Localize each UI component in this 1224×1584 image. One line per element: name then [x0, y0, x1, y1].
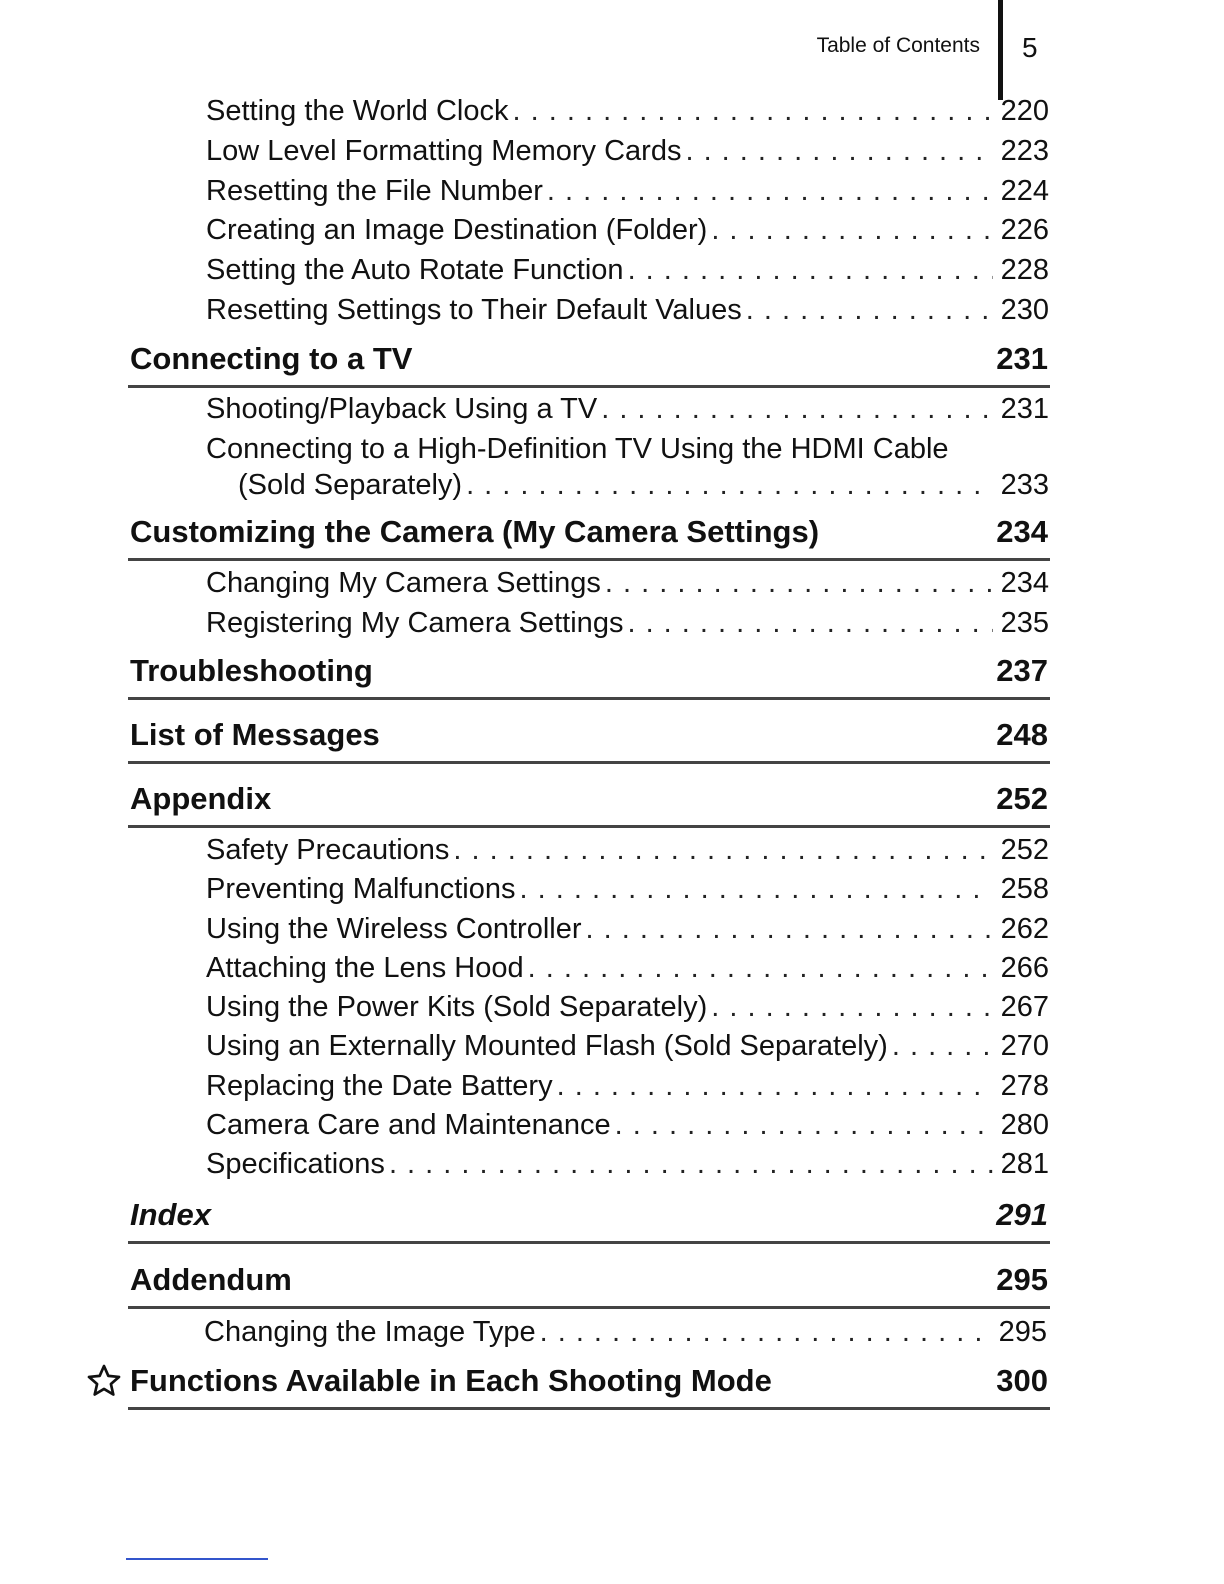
section-page: 231: [996, 341, 1048, 376]
dot-leader: [547, 172, 993, 210]
header-rule: [998, 0, 1003, 100]
toc-entry-title: Resetting Settings to Their Default Values: [206, 294, 742, 326]
toc-entry-page: 223: [1000, 135, 1049, 167]
toc-entry[interactable]: [206, 390, 1049, 428]
toc-entry[interactable]: [206, 132, 1049, 170]
toc-entry-page: 281: [1000, 1148, 1049, 1180]
toc-entry[interactable]: [206, 1106, 1049, 1144]
toc-section-heading[interactable]: [128, 1193, 1050, 1244]
toc-entry-continuation[interactable]: [238, 466, 1049, 504]
dot-leader: [557, 1067, 993, 1105]
toc-entry-page: 235: [1000, 607, 1049, 639]
toc-entry[interactable]: [206, 910, 1049, 948]
toc-entry-page: 231: [1000, 393, 1049, 425]
toc-entry-page: 224: [1000, 175, 1049, 207]
toc-entry[interactable]: [206, 1067, 1049, 1105]
toc-entry[interactable]: [204, 1313, 1047, 1351]
toc-entry-title: Camera Care and Maintenance: [206, 1109, 611, 1141]
section-title: Appendix: [130, 781, 272, 816]
section-page: 295: [996, 1262, 1048, 1297]
toc-entry-page: 280: [1000, 1109, 1049, 1141]
toc-entry-page: 230: [1000, 294, 1049, 326]
toc-section-heading[interactable]: [128, 1359, 1050, 1410]
section-title: Addendum: [130, 1262, 292, 1297]
toc-entry[interactable]: [206, 172, 1049, 210]
dot-leader: [615, 1106, 993, 1144]
toc-entry[interactable]: [206, 430, 1049, 468]
toc-entry[interactable]: [206, 988, 1049, 1026]
dot-leader: [601, 390, 993, 428]
toc-entry-title: Registering My Camera Settings: [206, 607, 624, 639]
toc-section-heading[interactable]: [128, 510, 1050, 561]
toc-entry[interactable]: [206, 92, 1049, 130]
toc-entry[interactable]: [206, 291, 1049, 329]
dot-leader: [628, 251, 993, 289]
toc-entry[interactable]: [206, 949, 1049, 987]
footer-rule: [126, 1558, 268, 1560]
section-page: 300: [996, 1363, 1048, 1398]
toc-entry-title: Preventing Malfunctions: [206, 873, 516, 905]
toc-entry-page: 233: [1000, 469, 1049, 501]
dot-leader: [892, 1027, 993, 1065]
toc-entry-page: 267: [1000, 991, 1049, 1023]
dot-leader: [605, 564, 993, 602]
dot-leader: [453, 831, 993, 869]
toc-entry-title: Shooting/Playback Using a TV: [206, 393, 598, 425]
dot-leader: [513, 92, 994, 130]
dot-leader: [685, 132, 993, 170]
page-number: 5: [1022, 32, 1038, 63]
toc-entry-title: Changing My Camera Settings: [206, 567, 601, 599]
toc-entry-page: 262: [1000, 913, 1049, 945]
section-title: Troubleshooting: [130, 653, 373, 688]
toc-entry-page: 278: [1000, 1070, 1049, 1102]
dot-leader: [389, 1145, 993, 1183]
toc-entry[interactable]: [206, 1145, 1049, 1183]
dot-leader: [627, 604, 993, 642]
dot-leader: [540, 1313, 991, 1351]
dot-leader: [746, 291, 993, 329]
toc-entry-title: Setting the World Clock: [206, 95, 509, 127]
dot-leader: [711, 988, 993, 1026]
toc-entry-title: Using the Power Kits (Sold Separately): [206, 991, 708, 1023]
toc-entry-page: 220: [1000, 95, 1049, 127]
toc-entry-title: Changing the Image Type: [204, 1316, 536, 1348]
toc-entry[interactable]: [206, 211, 1049, 249]
toc-entry[interactable]: [206, 564, 1049, 602]
toc-entry-page: 234: [1000, 567, 1049, 599]
toc-entry-title: Low Level Formatting Memory Cards: [206, 135, 682, 167]
running-header: [700, 28, 1060, 76]
toc-entry-page: 258: [1000, 873, 1049, 905]
section-page: 237: [996, 653, 1048, 688]
toc-entry-title: Setting the Auto Rotate Function: [206, 254, 624, 286]
section-title: Customizing the Camera (My Camera Settings): [130, 514, 820, 549]
section-title: Functions Available in Each Shooting Mode: [130, 1363, 772, 1398]
toc-entry-title: Creating an Image Destination (Folder): [206, 214, 708, 246]
dot-leader: [528, 949, 993, 987]
dot-leader: [520, 870, 994, 908]
dot-leader: [586, 910, 993, 948]
toc-entry-title: Safety Precautions: [206, 834, 450, 866]
dot-leader: [711, 211, 993, 249]
toc-entry-title: Using an Externally Mounted Flash (Sold Separately): [206, 1030, 888, 1062]
section-page: 234: [996, 514, 1048, 549]
toc-section-heading[interactable]: [128, 337, 1050, 388]
toc-section-heading[interactable]: [128, 649, 1050, 700]
toc-entry[interactable]: [206, 1027, 1049, 1065]
toc-entry-page: 226: [1000, 214, 1049, 246]
section-page: 291: [996, 1197, 1048, 1232]
section-title: Connecting to a TV: [130, 341, 413, 376]
toc-entry-title: Replacing the Date Battery: [206, 1070, 553, 1102]
toc-entry-page: 270: [1000, 1030, 1049, 1062]
toc-entry-title: (Sold Separately): [238, 469, 463, 501]
toc-entry-title: Connecting to a High-Definition TV Using the HDMI Cable: [206, 433, 949, 465]
toc-entry[interactable]: [206, 831, 1049, 869]
toc-entry-title: Specifications: [206, 1148, 385, 1180]
dot-leader: [466, 466, 993, 504]
toc-section-heading[interactable]: [128, 1258, 1050, 1309]
toc-entry[interactable]: [206, 251, 1049, 289]
toc-entry-title: Resetting the File Number: [206, 175, 543, 207]
section-title: List of Messages: [130, 717, 380, 752]
toc-entry[interactable]: [206, 604, 1049, 642]
toc-entry-page: 252: [1000, 834, 1049, 866]
toc-entry-page: 295: [998, 1316, 1047, 1348]
section-page: 248: [996, 717, 1048, 752]
star-outline-icon: [86, 1363, 122, 1399]
toc-entry[interactable]: [206, 870, 1049, 908]
section-page: 252: [996, 781, 1048, 816]
running-title: Table of Contents: [816, 34, 980, 57]
toc-entry-title: Using the Wireless Controller: [206, 913, 582, 945]
toc-entry-title: Attaching the Lens Hood: [206, 952, 524, 984]
toc-section-heading[interactable]: [128, 713, 1050, 764]
toc-entry-page: 266: [1000, 952, 1049, 984]
section-title: Index: [130, 1197, 211, 1232]
toc-section-heading[interactable]: [128, 777, 1050, 828]
toc-entry-page: 228: [1000, 254, 1049, 286]
